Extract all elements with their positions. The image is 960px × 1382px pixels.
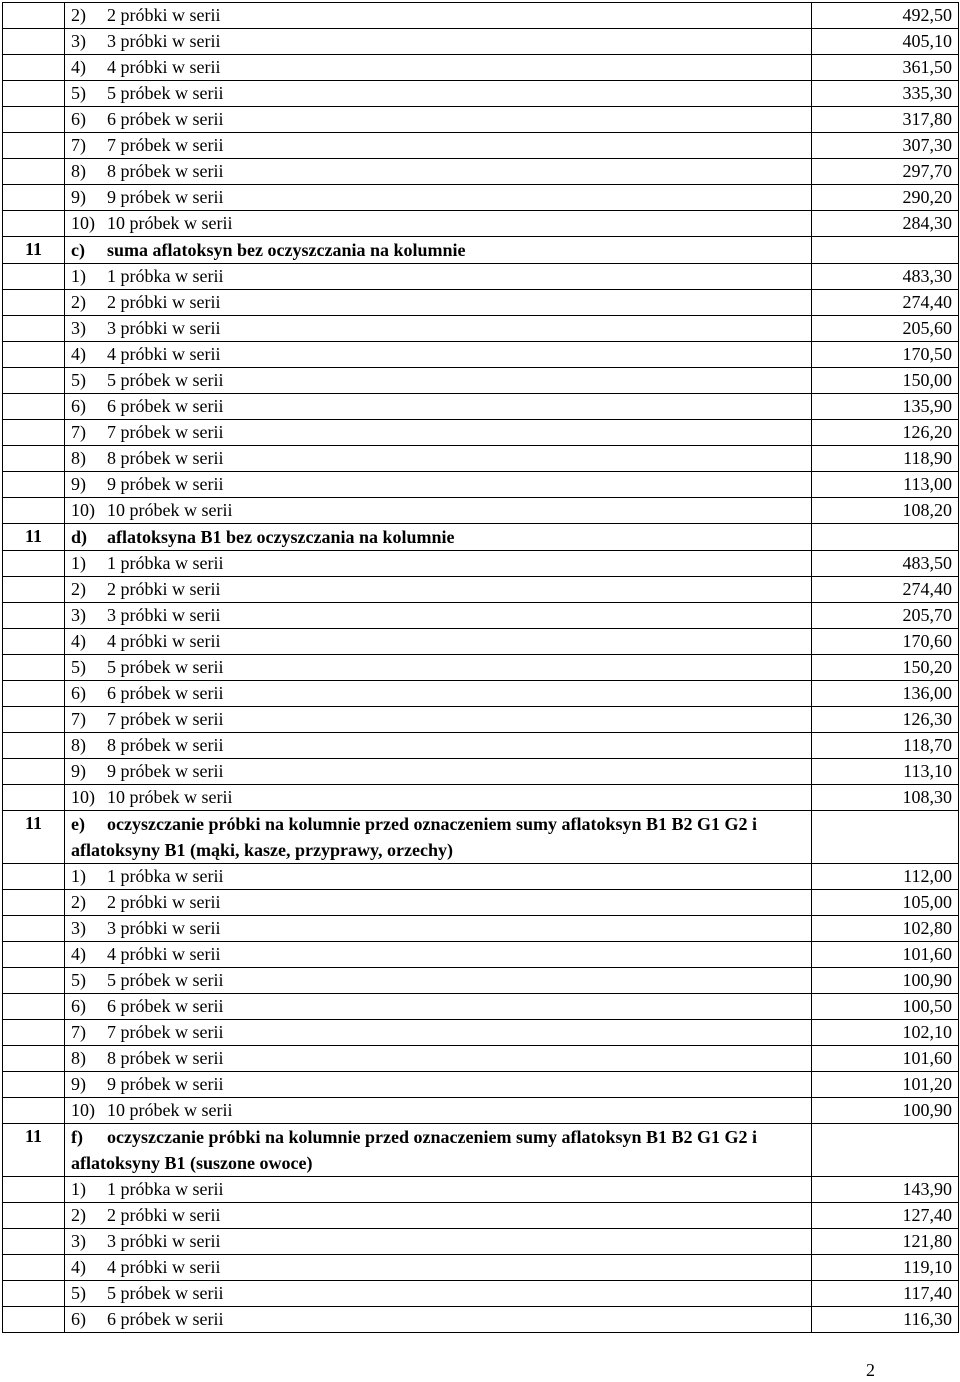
value-cell bbox=[812, 524, 959, 551]
description-cell bbox=[65, 290, 812, 316]
code-cell bbox=[3, 890, 65, 916]
item-description: 8 próbek w serii bbox=[107, 161, 224, 181]
code-cell bbox=[3, 1046, 65, 1072]
table-row bbox=[3, 707, 959, 733]
item-label: 3) bbox=[71, 918, 86, 938]
item-description: 8 próbek w serii bbox=[107, 735, 224, 755]
description-cell bbox=[65, 707, 812, 733]
item-description: oczyszczanie próbki na kolumnie przed oznaczeniem sumy aflatoksyn B1 B2 G1 G2 i aflatoksyny B1 (mąki, kasze, przyprawy, orzechy) bbox=[71, 814, 757, 860]
item-description: 1 próbka w serii bbox=[107, 266, 224, 286]
value-cell: 335,30 bbox=[812, 81, 959, 107]
item-description: 4 próbki w serii bbox=[107, 1257, 221, 1277]
code-cell bbox=[3, 1307, 65, 1333]
description-cell bbox=[65, 368, 812, 394]
table-row bbox=[3, 890, 959, 916]
table-row bbox=[3, 577, 959, 603]
description-cell bbox=[65, 211, 812, 237]
code-cell bbox=[3, 1098, 65, 1124]
item-description: 8 próbek w serii bbox=[107, 448, 224, 468]
item-label: 4) bbox=[71, 1257, 86, 1277]
value-cell: 274,40 bbox=[812, 290, 959, 316]
item-description: 8 próbek w serii bbox=[107, 1048, 224, 1068]
item-label: c) bbox=[71, 240, 85, 260]
description-cell bbox=[65, 1229, 812, 1255]
code-cell bbox=[3, 785, 65, 811]
table-row bbox=[3, 1203, 959, 1229]
table-row bbox=[3, 185, 959, 211]
page-number: 2 bbox=[866, 1360, 875, 1380]
item-label: 6) bbox=[71, 1309, 86, 1329]
description-cell bbox=[65, 603, 812, 629]
value-cell: 136,00 bbox=[812, 681, 959, 707]
code-cell bbox=[3, 446, 65, 472]
item-description: 9 próbek w serii bbox=[107, 187, 224, 207]
description-cell bbox=[65, 733, 812, 759]
value-cell: 118,70 bbox=[812, 733, 959, 759]
item-description: 5 próbek w serii bbox=[107, 657, 224, 677]
item-label: 6) bbox=[71, 996, 86, 1016]
table-row bbox=[3, 968, 959, 994]
item-label: 3) bbox=[71, 605, 86, 625]
table-row bbox=[3, 1020, 959, 1046]
value-cell: 483,30 bbox=[812, 264, 959, 290]
description-cell bbox=[65, 942, 812, 968]
table-row bbox=[3, 420, 959, 446]
description-cell bbox=[65, 1281, 812, 1307]
table-row bbox=[3, 759, 959, 785]
value-cell: 113,00 bbox=[812, 472, 959, 498]
description-cell bbox=[65, 342, 812, 368]
item-label: d) bbox=[71, 527, 88, 547]
table-row bbox=[3, 785, 959, 811]
item-label: 10) bbox=[71, 1100, 95, 1120]
code-cell: 11 bbox=[3, 1124, 65, 1177]
item-description: 6 próbek w serii bbox=[107, 396, 224, 416]
description-cell bbox=[65, 237, 812, 264]
description-cell bbox=[65, 1046, 812, 1072]
table-row bbox=[3, 733, 959, 759]
table-row bbox=[3, 472, 959, 498]
code-cell bbox=[3, 1255, 65, 1281]
value-cell: 170,60 bbox=[812, 629, 959, 655]
item-description: 2 próbki w serii bbox=[107, 892, 221, 912]
code-cell bbox=[3, 655, 65, 681]
value-cell: 117,40 bbox=[812, 1281, 959, 1307]
item-label: 5) bbox=[71, 83, 86, 103]
code-cell bbox=[3, 420, 65, 446]
item-description: 9 próbek w serii bbox=[107, 474, 224, 494]
value-cell: 205,70 bbox=[812, 603, 959, 629]
item-description: 10 próbek w serii bbox=[107, 213, 233, 233]
value-cell: 126,20 bbox=[812, 420, 959, 446]
value-cell: 116,30 bbox=[812, 1307, 959, 1333]
code-cell bbox=[3, 264, 65, 290]
item-label: 3) bbox=[71, 318, 86, 338]
value-cell: 105,00 bbox=[812, 890, 959, 916]
value-cell: 150,20 bbox=[812, 655, 959, 681]
code-cell bbox=[3, 1281, 65, 1307]
code-cell bbox=[3, 551, 65, 577]
value-cell: 127,40 bbox=[812, 1203, 959, 1229]
item-description: 9 próbek w serii bbox=[107, 761, 224, 781]
code-cell bbox=[3, 211, 65, 237]
item-description: 3 próbki w serii bbox=[107, 1231, 221, 1251]
description-cell bbox=[65, 1255, 812, 1281]
table-row bbox=[3, 603, 959, 629]
value-cell: 150,00 bbox=[812, 368, 959, 394]
item-label: 4) bbox=[71, 344, 86, 364]
value-cell: 126,30 bbox=[812, 707, 959, 733]
item-description: 3 próbki w serii bbox=[107, 31, 221, 51]
description-cell bbox=[65, 1098, 812, 1124]
code-cell bbox=[3, 681, 65, 707]
section-header-row bbox=[3, 524, 959, 551]
item-description: 6 próbek w serii bbox=[107, 1309, 224, 1329]
item-label: 9) bbox=[71, 761, 86, 781]
item-description: 2 próbki w serii bbox=[107, 292, 221, 312]
item-label: 2) bbox=[71, 5, 86, 25]
item-description: 1 próbka w serii bbox=[107, 553, 224, 573]
description-cell bbox=[65, 890, 812, 916]
item-label: 1) bbox=[71, 266, 86, 286]
value-cell bbox=[812, 237, 959, 264]
item-description: 6 próbek w serii bbox=[107, 683, 224, 703]
table-row bbox=[3, 551, 959, 577]
value-cell: 100,90 bbox=[812, 968, 959, 994]
description-cell bbox=[65, 629, 812, 655]
item-label: 8) bbox=[71, 448, 86, 468]
item-description: 4 próbki w serii bbox=[107, 631, 221, 651]
value-cell: 102,80 bbox=[812, 916, 959, 942]
value-cell: 483,50 bbox=[812, 551, 959, 577]
item-label: 4) bbox=[71, 57, 86, 77]
table-row bbox=[3, 629, 959, 655]
description-cell bbox=[65, 394, 812, 420]
item-description: 10 próbek w serii bbox=[107, 787, 233, 807]
description-cell bbox=[65, 55, 812, 81]
value-cell: 290,20 bbox=[812, 185, 959, 211]
code-cell bbox=[3, 968, 65, 994]
description-cell bbox=[65, 29, 812, 55]
item-description: 7 próbek w serii bbox=[107, 422, 224, 442]
code-cell bbox=[3, 577, 65, 603]
description-cell bbox=[65, 1307, 812, 1333]
table-row bbox=[3, 1281, 959, 1307]
item-description: suma aflatoksyn bez oczyszczania na kolumnie bbox=[107, 240, 466, 260]
code-cell bbox=[3, 3, 65, 29]
description-cell bbox=[65, 498, 812, 524]
table-row bbox=[3, 1098, 959, 1124]
item-label: 9) bbox=[71, 187, 86, 207]
table-row bbox=[3, 1072, 959, 1098]
table-row bbox=[3, 342, 959, 368]
description-cell bbox=[65, 968, 812, 994]
item-label: 3) bbox=[71, 1231, 86, 1251]
code-cell bbox=[3, 394, 65, 420]
table-row bbox=[3, 498, 959, 524]
price-table bbox=[2, 2, 959, 1333]
item-description: 6 próbek w serii bbox=[107, 996, 224, 1016]
table-row bbox=[3, 655, 959, 681]
item-label: 10) bbox=[71, 213, 95, 233]
code-cell: 11 bbox=[3, 811, 65, 864]
table-row bbox=[3, 290, 959, 316]
item-label: 1) bbox=[71, 866, 86, 886]
description-cell bbox=[65, 81, 812, 107]
value-cell: 100,50 bbox=[812, 994, 959, 1020]
value-cell: 102,10 bbox=[812, 1020, 959, 1046]
item-description: 4 próbki w serii bbox=[107, 944, 221, 964]
item-description: aflatoksyna B1 bez oczyszczania na kolumnie bbox=[107, 527, 455, 547]
code-cell bbox=[3, 759, 65, 785]
description-cell bbox=[65, 3, 812, 29]
item-label: 5) bbox=[71, 657, 86, 677]
item-description: 2 próbki w serii bbox=[107, 1205, 221, 1225]
item-label: 3) bbox=[71, 31, 86, 51]
description-cell bbox=[65, 577, 812, 603]
value-cell: 307,30 bbox=[812, 133, 959, 159]
value-cell: 112,00 bbox=[812, 864, 959, 890]
value-cell: 121,80 bbox=[812, 1229, 959, 1255]
code-cell bbox=[3, 55, 65, 81]
description-cell bbox=[65, 159, 812, 185]
value-cell: 317,80 bbox=[812, 107, 959, 133]
item-description: 3 próbki w serii bbox=[107, 918, 221, 938]
item-label: 9) bbox=[71, 1074, 86, 1094]
description-cell bbox=[65, 133, 812, 159]
code-cell bbox=[3, 1020, 65, 1046]
value-cell: 101,60 bbox=[812, 1046, 959, 1072]
description-cell bbox=[65, 316, 812, 342]
code-cell bbox=[3, 498, 65, 524]
code-cell bbox=[3, 916, 65, 942]
item-label: 5) bbox=[71, 970, 86, 990]
table-row bbox=[3, 81, 959, 107]
code-cell: 11 bbox=[3, 524, 65, 551]
item-description: 10 próbek w serii bbox=[107, 500, 233, 520]
code-cell bbox=[3, 603, 65, 629]
value-cell bbox=[812, 811, 959, 864]
description-cell bbox=[65, 1020, 812, 1046]
description-cell bbox=[65, 1203, 812, 1229]
section-header-row bbox=[3, 237, 959, 264]
value-cell: 101,20 bbox=[812, 1072, 959, 1098]
table-row bbox=[3, 994, 959, 1020]
table-row bbox=[3, 1229, 959, 1255]
item-description: 2 próbki w serii bbox=[107, 5, 221, 25]
value-cell: 101,60 bbox=[812, 942, 959, 968]
item-description: 6 próbek w serii bbox=[107, 109, 224, 129]
item-label: 6) bbox=[71, 396, 86, 416]
table-row bbox=[3, 316, 959, 342]
code-cell bbox=[3, 1177, 65, 1203]
item-description: 2 próbki w serii bbox=[107, 579, 221, 599]
description-cell bbox=[65, 420, 812, 446]
item-description: 9 próbek w serii bbox=[107, 1074, 224, 1094]
description-cell bbox=[65, 916, 812, 942]
table-row bbox=[3, 1255, 959, 1281]
item-label: 7) bbox=[71, 422, 86, 442]
item-description: 5 próbek w serii bbox=[107, 1283, 224, 1303]
table-row bbox=[3, 264, 959, 290]
item-label: 2) bbox=[71, 1205, 86, 1225]
item-description: 5 próbek w serii bbox=[107, 970, 224, 990]
value-cell: 118,90 bbox=[812, 446, 959, 472]
item-label: 4) bbox=[71, 944, 86, 964]
table-row bbox=[3, 107, 959, 133]
code-cell bbox=[3, 133, 65, 159]
code-cell bbox=[3, 81, 65, 107]
description-cell bbox=[65, 551, 812, 577]
code-cell bbox=[3, 733, 65, 759]
value-cell: 135,90 bbox=[812, 394, 959, 420]
description-cell bbox=[65, 185, 812, 211]
code-cell bbox=[3, 1072, 65, 1098]
description-cell bbox=[65, 994, 812, 1020]
table-row bbox=[3, 211, 959, 237]
value-cell bbox=[812, 1124, 959, 1177]
item-label: 5) bbox=[71, 370, 86, 390]
item-label: 7) bbox=[71, 709, 86, 729]
item-description: 3 próbki w serii bbox=[107, 605, 221, 625]
table-row bbox=[3, 394, 959, 420]
value-cell: 108,20 bbox=[812, 498, 959, 524]
item-description: 4 próbki w serii bbox=[107, 344, 221, 364]
item-description: oczyszczanie próbki na kolumnie przed oznaczeniem sumy aflatoksyn B1 B2 G1 G2 i aflatoksyny B1 (suszone owoce) bbox=[71, 1127, 757, 1173]
description-cell bbox=[65, 864, 812, 890]
code-cell bbox=[3, 994, 65, 1020]
item-label: f) bbox=[71, 1127, 83, 1147]
description-cell bbox=[65, 524, 812, 551]
value-cell: 170,50 bbox=[812, 342, 959, 368]
table-row bbox=[3, 681, 959, 707]
value-cell: 100,90 bbox=[812, 1098, 959, 1124]
description-cell bbox=[65, 1177, 812, 1203]
description-cell bbox=[65, 1072, 812, 1098]
description-cell bbox=[65, 107, 812, 133]
item-label: e) bbox=[71, 814, 85, 834]
description-cell bbox=[65, 785, 812, 811]
table-row bbox=[3, 29, 959, 55]
description-cell bbox=[65, 681, 812, 707]
table-row bbox=[3, 446, 959, 472]
price-table-body bbox=[3, 3, 959, 1333]
code-cell bbox=[3, 316, 65, 342]
item-description: 3 próbki w serii bbox=[107, 318, 221, 338]
table-row bbox=[3, 1307, 959, 1333]
item-label: 6) bbox=[71, 683, 86, 703]
item-label: 2) bbox=[71, 292, 86, 312]
value-cell: 492,50 bbox=[812, 3, 959, 29]
code-cell bbox=[3, 1229, 65, 1255]
item-description: 7 próbek w serii bbox=[107, 1022, 224, 1042]
description-cell bbox=[65, 759, 812, 785]
value-cell: 274,40 bbox=[812, 577, 959, 603]
code-cell bbox=[3, 107, 65, 133]
item-label: 8) bbox=[71, 161, 86, 181]
value-cell: 297,70 bbox=[812, 159, 959, 185]
description-cell bbox=[65, 472, 812, 498]
code-cell bbox=[3, 159, 65, 185]
table-row bbox=[3, 55, 959, 81]
code-cell bbox=[3, 368, 65, 394]
code-cell bbox=[3, 1203, 65, 1229]
table-row bbox=[3, 916, 959, 942]
code-cell bbox=[3, 629, 65, 655]
section-header-row bbox=[3, 811, 959, 864]
item-description: 5 próbek w serii bbox=[107, 370, 224, 390]
table-row bbox=[3, 1046, 959, 1072]
table-row bbox=[3, 1177, 959, 1203]
item-description: 10 próbek w serii bbox=[107, 1100, 233, 1120]
item-description: 4 próbki w serii bbox=[107, 57, 221, 77]
code-cell bbox=[3, 290, 65, 316]
description-cell bbox=[65, 655, 812, 681]
description-cell bbox=[65, 446, 812, 472]
section-header-row bbox=[3, 1124, 959, 1177]
item-label: 7) bbox=[71, 135, 86, 155]
item-label: 6) bbox=[71, 109, 86, 129]
code-cell: 11 bbox=[3, 237, 65, 264]
item-description: 7 próbek w serii bbox=[107, 709, 224, 729]
value-cell: 361,50 bbox=[812, 55, 959, 81]
table-row bbox=[3, 3, 959, 29]
item-label: 1) bbox=[71, 1179, 86, 1199]
value-cell: 113,10 bbox=[812, 759, 959, 785]
table-row bbox=[3, 864, 959, 890]
item-label: 5) bbox=[71, 1283, 86, 1303]
value-cell: 284,30 bbox=[812, 211, 959, 237]
item-description: 7 próbek w serii bbox=[107, 135, 224, 155]
value-cell: 205,60 bbox=[812, 316, 959, 342]
item-label: 2) bbox=[71, 892, 86, 912]
item-label: 2) bbox=[71, 579, 86, 599]
code-cell bbox=[3, 942, 65, 968]
code-cell bbox=[3, 707, 65, 733]
value-cell: 405,10 bbox=[812, 29, 959, 55]
item-label: 1) bbox=[71, 553, 86, 573]
code-cell bbox=[3, 864, 65, 890]
item-label: 10) bbox=[71, 787, 95, 807]
table-row bbox=[3, 942, 959, 968]
table-row bbox=[3, 368, 959, 394]
code-cell bbox=[3, 342, 65, 368]
value-cell: 108,30 bbox=[812, 785, 959, 811]
item-description: 1 próbka w serii bbox=[107, 866, 224, 886]
table-row bbox=[3, 133, 959, 159]
description-cell bbox=[65, 811, 812, 864]
value-cell: 119,10 bbox=[812, 1255, 959, 1281]
item-description: 1 próbka w serii bbox=[107, 1179, 224, 1199]
item-description: 5 próbek w serii bbox=[107, 83, 224, 103]
code-cell bbox=[3, 29, 65, 55]
code-cell bbox=[3, 185, 65, 211]
item-label: 4) bbox=[71, 631, 86, 651]
item-label: 7) bbox=[71, 1022, 86, 1042]
code-cell bbox=[3, 472, 65, 498]
item-label: 9) bbox=[71, 474, 86, 494]
item-label: 8) bbox=[71, 1048, 86, 1068]
table-row bbox=[3, 159, 959, 185]
description-cell bbox=[65, 264, 812, 290]
item-label: 8) bbox=[71, 735, 86, 755]
value-cell: 143,90 bbox=[812, 1177, 959, 1203]
description-cell bbox=[65, 1124, 812, 1177]
item-label: 10) bbox=[71, 500, 95, 520]
